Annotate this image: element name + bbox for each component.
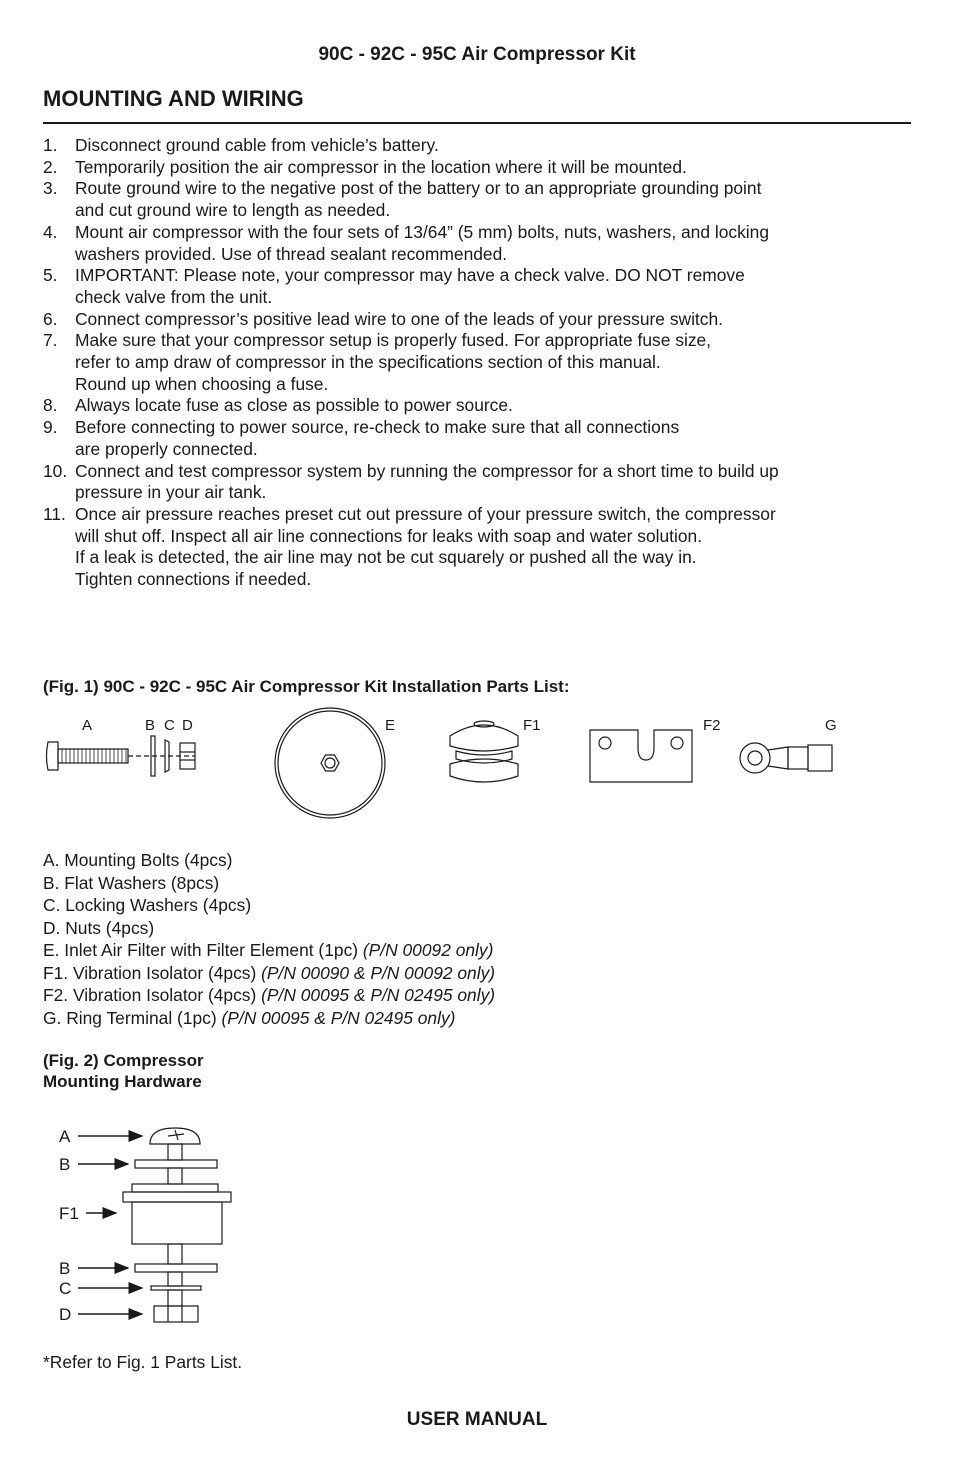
instruction-step: [43, 504, 911, 591]
parts-list-item: D. Nuts (4pcs): [43, 917, 155, 938]
instruction-step: [43, 417, 911, 460]
vibration-isolator-icon: [450, 721, 518, 782]
lock-washer-icon: [165, 740, 169, 772]
parts-list: [43, 849, 495, 1029]
fig1-label-f1: F1: [523, 717, 541, 734]
step-text: pressure in your air tank.: [75, 482, 267, 503]
fig1-label-g: G: [825, 717, 837, 734]
fig1-parts-illustration: [40, 706, 860, 826]
step-text: washers provided. Use of thread sealant recommended.: [75, 243, 508, 264]
section-title: MOUNTING AND WIRING: [43, 86, 304, 111]
step-text: IMPORTANT: Please note, your compressor may have a check valve. DO NOT remove: [75, 265, 745, 286]
parts-list-item: F2. Vibration Isolator (4pcs) (P/N 00095 & P/N 02495 only): [43, 985, 496, 1005]
parts-list-item: F1. Vibration Isolator (4pcs) (P/N 00090 & P/N 00092 only): [43, 962, 496, 983]
step-text: Disconnect ground cable from vehicle’s battery.: [75, 135, 439, 155]
fig1-label-a: A: [82, 717, 93, 734]
instruction-step: [43, 265, 911, 308]
instruction-step: [43, 461, 911, 504]
step-text: are properly connected.: [75, 438, 258, 459]
step-number: 10.: [43, 460, 68, 481]
instruction-list: [43, 135, 911, 591]
parts-list-item: C. Locking Washers (4pcs): [43, 895, 252, 915]
fig2-title-line: Mounting Hardware: [43, 1072, 202, 1091]
step-text: Round up when choosing a fuse.: [75, 373, 329, 394]
fig2-label-f1: F1: [59, 1204, 79, 1223]
fig2-title-line: (Fig. 2) Compressor: [43, 1051, 204, 1070]
mounting-stack-icon: [123, 1128, 231, 1322]
instruction-step: [43, 309, 911, 331]
step-number: 11.: [43, 503, 66, 524]
instruction-step: [43, 178, 911, 221]
step-number: 3.: [43, 178, 58, 199]
page-footer-title: USER MANUAL: [406, 1409, 548, 1430]
fig2-label-b-bottom: B: [59, 1259, 71, 1278]
step-number: 6.: [43, 308, 58, 329]
parts-list-item: E. Inlet Air Filter with Filter Element (1pc) (P/N 00092 only): [43, 940, 494, 960]
bolt-icon: [47, 742, 196, 770]
step-text: Temporarily position the air compressor in the location where it will be mounted.: [75, 156, 687, 177]
step-number: 4.: [43, 221, 58, 242]
fig2-label-b-top: B: [59, 1155, 71, 1174]
fig1-title: (Fig. 1) 90C - 92C - 95C Air Compressor Kit Installation Parts List:: [43, 677, 570, 696]
fig2-label-d: D: [59, 1305, 72, 1324]
step-text: Once air pressure reaches preset cut out pressure of your pressure switch, the compressor: [75, 503, 776, 524]
fig1-label-c: C: [164, 717, 175, 734]
step-text: refer to amp draw of compressor in the specifications section of this manual.: [75, 352, 661, 373]
instruction-step: [43, 395, 911, 417]
fig2-mounting-hardware-illustration: [50, 1118, 250, 1338]
footnote: *Refer to Fig. 1 Parts List.: [43, 1352, 243, 1372]
ring-terminal-icon: [740, 743, 832, 773]
step-text: If a leak is detected, the air line may not be cut squarely or pushed all the way in.: [75, 547, 697, 568]
step-text: check valve from the unit.: [75, 286, 273, 307]
instruction-step: [43, 157, 911, 179]
section-divider: [43, 122, 911, 124]
fig1-label-e: E: [385, 717, 396, 734]
parts-list-item: A. Mounting Bolts (4pcs): [43, 850, 233, 870]
isolator-plate-icon: [590, 730, 692, 782]
step-text: Connect compressor’s positive lead wire to one of the leads of your pressure switch.: [75, 308, 723, 329]
step-text: Tighten connections if needed.: [75, 569, 312, 590]
instruction-step: [43, 222, 911, 265]
parts-list-item: G. Ring Terminal (1pc) (P/N 00095 & P/N 02495 only): [43, 1007, 456, 1028]
step-text: Make sure that your compressor setup is properly fused. For appropriate fuse size,: [75, 330, 712, 351]
parts-list-item: B. Flat Washers (8pcs): [43, 872, 220, 893]
fig1-label-b: B: [145, 717, 156, 734]
step-text: Always locate fuse as close as possible to power source.: [75, 395, 513, 416]
step-number: 7.: [43, 330, 58, 351]
fig1-label-f2: F2: [703, 717, 721, 734]
fig2-label-c: C: [59, 1279, 72, 1298]
step-number: 1.: [43, 135, 58, 155]
fig2-label-a: A: [59, 1127, 71, 1146]
page-header-title: 90C - 92C - 95C Air Compressor Kit: [318, 44, 636, 65]
step-text: Route ground wire to the negative post of the battery or to an appropriate grounding point: [75, 178, 762, 199]
step-number: 2.: [43, 156, 58, 177]
fig2-title: [43, 1050, 204, 1092]
air-filter-icon: [275, 708, 385, 818]
step-number: 5.: [43, 265, 58, 286]
fig1-label-d: D: [182, 717, 193, 734]
step-number: 9.: [43, 417, 58, 438]
step-text: and cut ground wire to length as needed.: [75, 200, 391, 221]
instruction-step: [43, 135, 911, 157]
step-text: Before connecting to power source, re-check to make sure that all connections: [75, 417, 680, 438]
step-text: will shut off. Inspect all air line connections for leaks with soap and water solution.: [75, 525, 703, 546]
instruction-step: [43, 330, 911, 395]
step-text: Mount air compressor with the four sets of 13/64” (5 mm) bolts, nuts, washers, and locking: [75, 221, 769, 242]
step-number: 8.: [43, 395, 58, 416]
step-text: Connect and test compressor system by running the compressor for a short time to build up: [75, 460, 779, 481]
